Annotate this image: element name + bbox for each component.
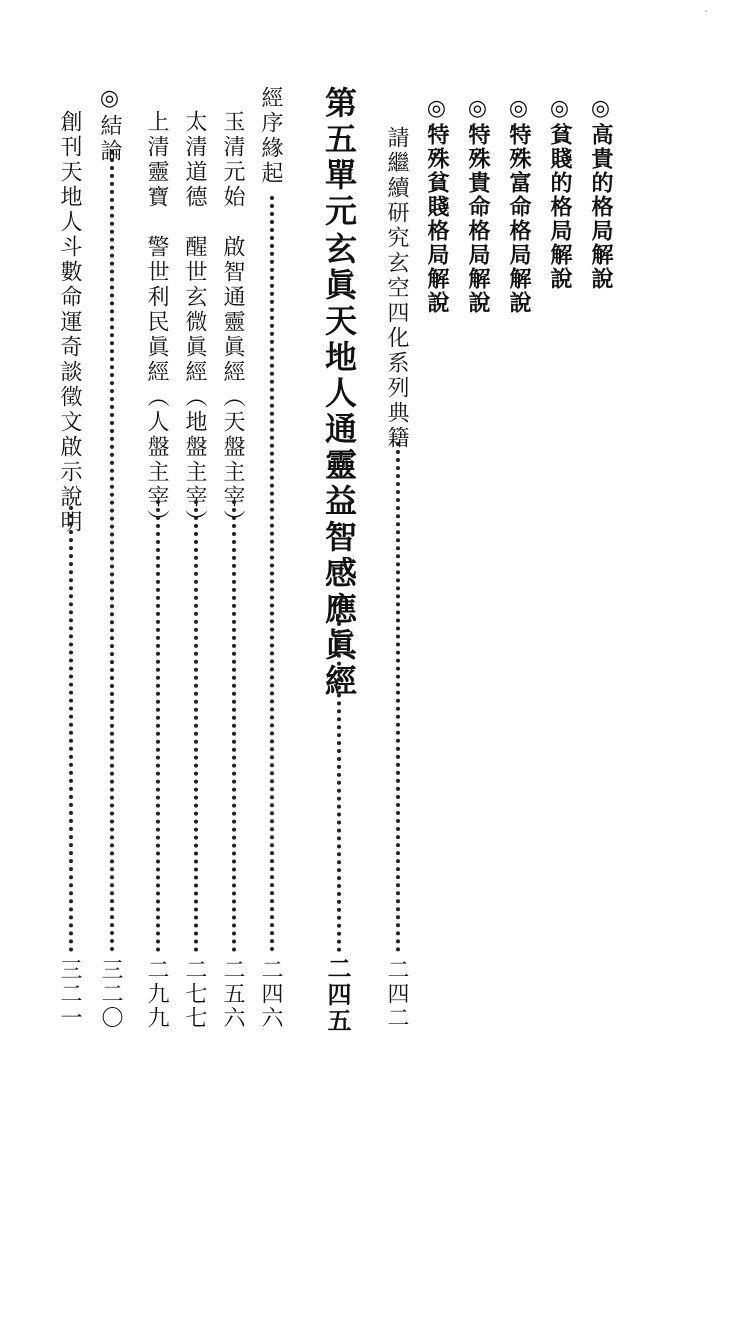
unit-heading-leader bbox=[337, 614, 341, 952]
toc-entry-4-leader bbox=[156, 500, 160, 952]
series-entry-leader bbox=[396, 442, 400, 952]
toc-entry-1-page: 二四六 bbox=[258, 958, 283, 1030]
bullet-item-3: ◎特殊富命格局解說 bbox=[506, 96, 531, 315]
bullet-item-1: ◎高貴的格局解說 bbox=[588, 96, 613, 291]
toc-entry-6-text: 創刊天地人斗數命運奇談徵文啟示說明 bbox=[57, 110, 82, 535]
toc-entry-2-page: 二五六 bbox=[220, 958, 245, 1030]
bullet-item-4: ◎特殊貴命格局解說 bbox=[465, 96, 490, 315]
toc-entry-1-leader bbox=[270, 196, 274, 952]
toc-entry-5-text: ◎結論 bbox=[97, 86, 122, 164]
toc-entry-1-text: 經序緣起 bbox=[258, 86, 283, 186]
series-entry-page: 二四二 bbox=[384, 958, 409, 1030]
toc-entry-4-text: 上清靈寶 警世利民眞經（人盤主宰） bbox=[144, 110, 169, 535]
toc-entry-3-text: 太清道德 醒世玄微眞經（地盤主宰） bbox=[182, 110, 207, 535]
toc-entry-3-page: 二七七 bbox=[182, 958, 207, 1030]
toc-entry-2-leader bbox=[232, 500, 236, 952]
bullet-item-5: ◎特殊貧賤格局解說 bbox=[424, 96, 449, 315]
toc-entry-6-page: 三二一 bbox=[57, 958, 82, 1030]
page-speck bbox=[705, 10, 707, 12]
unit-heading-unit: 第五單元 bbox=[320, 86, 358, 230]
toc-entry-3-leader bbox=[194, 500, 198, 952]
toc-entry-4-page: 二九九 bbox=[144, 958, 169, 1030]
bullet-item-2: ◎貧賤的格局解說 bbox=[547, 96, 572, 291]
toc-entry-5-page: 三二〇 bbox=[98, 958, 123, 1030]
unit-heading-page: 二四五 bbox=[323, 956, 351, 1034]
toc-entry-5-leader bbox=[110, 150, 114, 952]
unit-heading-title: 玄眞天地人通靈益智感應眞經 bbox=[320, 232, 358, 700]
series-entry-text: 請繼續研究玄空四化系列典籍 bbox=[384, 126, 409, 451]
toc-entry-2-text: 玉清元始 啟智通靈眞經（天盤主宰） bbox=[220, 110, 245, 535]
toc-entry-6-leader bbox=[69, 506, 73, 952]
